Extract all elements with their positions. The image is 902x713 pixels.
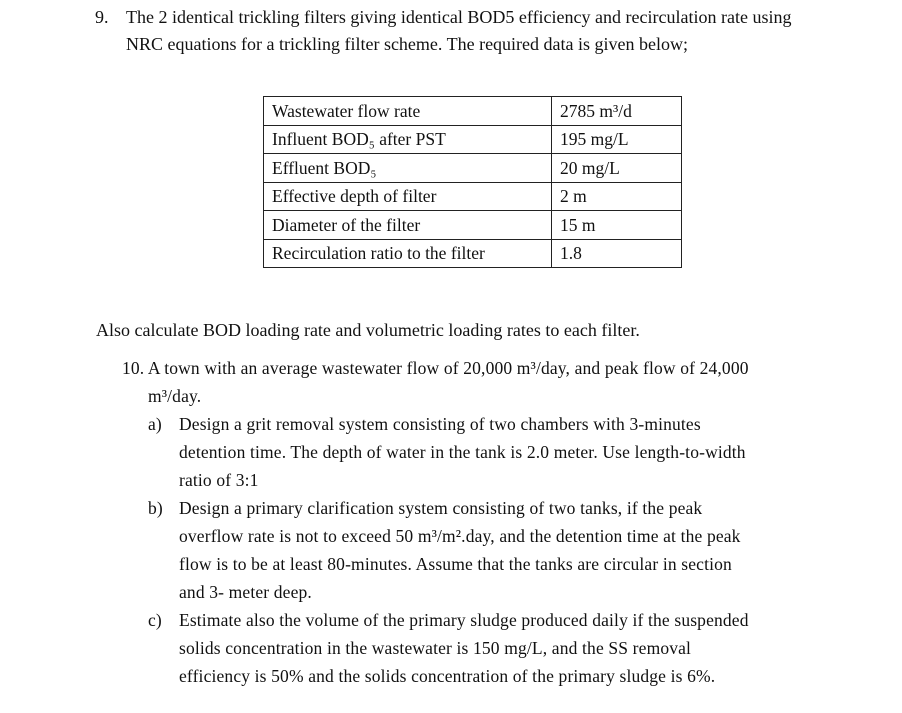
sub-question-line: Estimate also the volume of the primary sludge produced daily if the suspended [179, 610, 749, 630]
sub-question-letter: a) [148, 414, 162, 434]
question-9-line: The 2 identical trickling filters giving identical BOD5 efficiency and recirculation rate using [126, 7, 792, 27]
table-cell-label: Influent BOD₅ after PST [264, 125, 552, 154]
question-10 [122, 354, 862, 690]
table-cell-label: Effective depth of filter [264, 182, 552, 211]
table-cell-value: 15 m [552, 211, 682, 240]
question-9-number: 9. [95, 7, 109, 27]
table-cell-value: 2785 m³/d [552, 97, 682, 126]
sub-question-letter: c) [148, 610, 162, 630]
question-10-line: 10. A town with an average wastewater flow of 20,000 m³/day, and peak flow of 24,000 [122, 358, 749, 378]
sub-question-line: detention time. The depth of water in the tank is 2.0 meter. Use length-to-width [179, 442, 746, 462]
question-9-text [126, 4, 885, 58]
sub-question-a [122, 410, 862, 494]
table-row [264, 211, 682, 240]
table-cell-label: Diameter of the filter [264, 211, 552, 240]
table-row [264, 154, 682, 183]
also-calculate-text: Also calculate BOD loading rate and volumetric loading rates to each filter. [96, 320, 640, 340]
sub-question-line: overflow rate is not to exceed 50 m³/m².day, and the detention time at the peak [179, 526, 741, 546]
table-cell-value: 195 mg/L [552, 125, 682, 154]
table-cell-value: 20 mg/L [552, 154, 682, 183]
question-9 [95, 4, 885, 58]
question-10-line: m³/day. [148, 386, 202, 406]
sub-question-line: and 3- meter deep. [179, 582, 312, 602]
table-cell-value: 1.8 [552, 239, 682, 268]
table-row [264, 97, 682, 126]
sub-question-line: solids concentration in the wastewater is 150 mg/L, and the SS removal [179, 638, 692, 658]
sub-question-line: efficiency is 50% and the solids concentration of the primary sludge is 6%. [179, 666, 716, 686]
sub-question-line: ratio of 3:1 [179, 470, 259, 490]
data-table [263, 96, 682, 268]
table-row [264, 125, 682, 154]
table-cell-label: Wastewater flow rate [264, 97, 552, 126]
sub-question-line: Design a grit removal system consisting of two chambers with 3-minutes [179, 414, 701, 434]
sub-question-c [122, 606, 862, 690]
sub-question-line: Design a primary clarification system consisting of two tanks, if the peak [179, 498, 703, 518]
table-row [264, 182, 682, 211]
sub-question-line: flow is to be at least 80-minutes. Assume that the tanks are circular in section [179, 554, 732, 574]
sub-question-b [122, 494, 862, 606]
table-cell-label: Effluent BOD₅ [264, 154, 552, 183]
table-cell-label: Recirculation ratio to the filter [264, 239, 552, 268]
table-cell-value: 2 m [552, 182, 682, 211]
table-row [264, 239, 682, 268]
sub-question-letter: b) [148, 498, 163, 518]
question-9-line: NRC equations for a trickling filter scheme. The required data is given below; [126, 34, 689, 54]
